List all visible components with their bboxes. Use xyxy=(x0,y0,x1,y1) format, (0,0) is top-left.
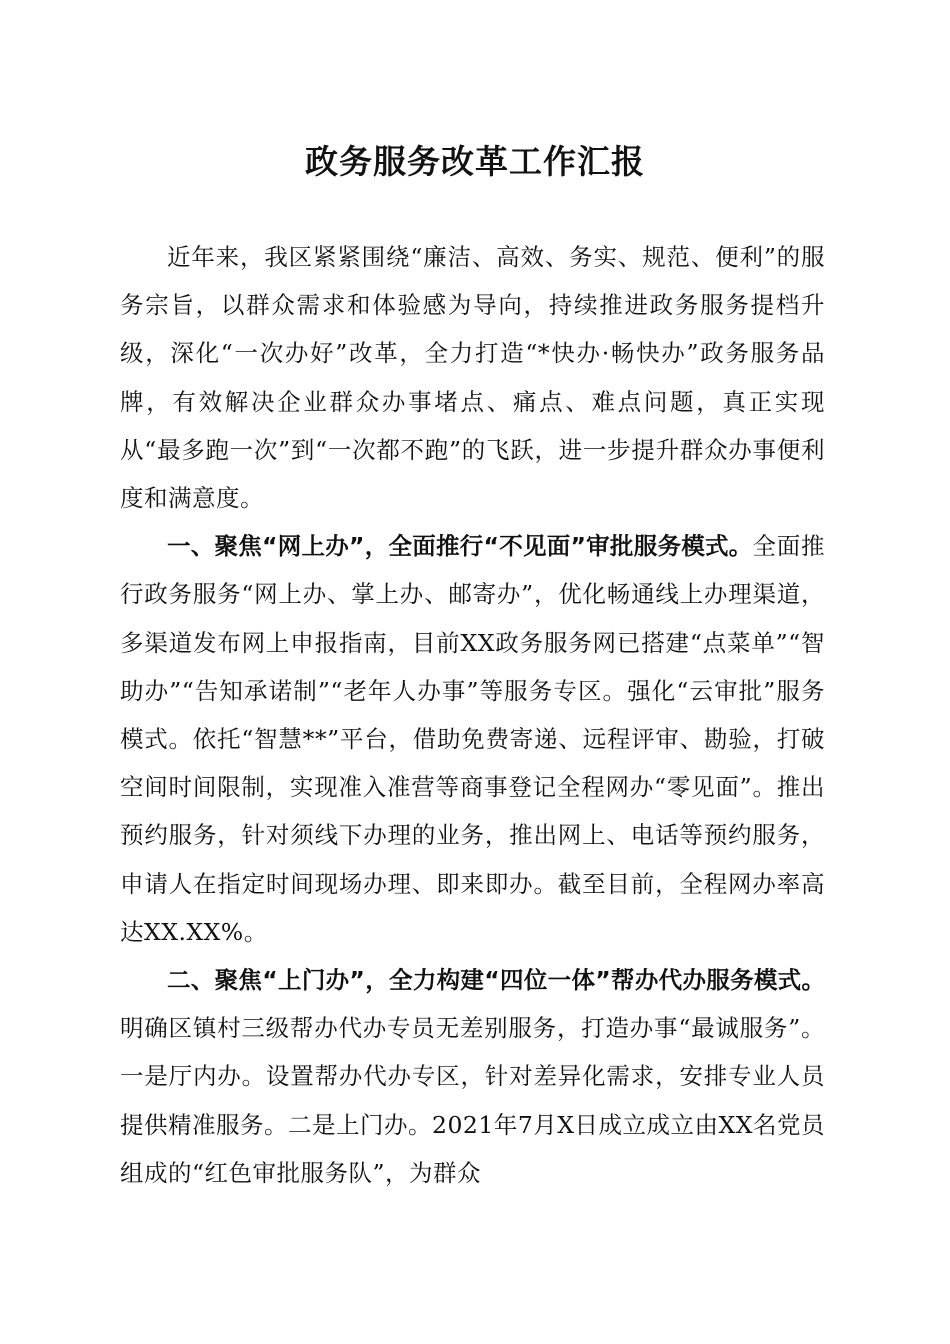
section-1-heading: 一、聚焦“网上办”，全面推行“不见面”审批服务模式。 xyxy=(167,532,753,561)
section-2-paragraph xyxy=(120,956,825,1197)
document-body xyxy=(120,233,825,1197)
section-1-paragraph xyxy=(120,522,825,956)
intro-paragraph: 近年来，我区紧紧围绕“廉洁、高效、务实、规范、便利”的服务宗旨，以群众需求和体验感为导向，持续推进政务服务提档升级，深化“一次办好”改革，全力打造“*快办·畅快办”政务服务品牌，有效解决企业群众办事堵点、痛点、难点问题，真正实现从“最多跑一次”到“一次都不跑”的飞跃，进一步提升群众办事便利度和满意度。 xyxy=(120,243,825,513)
section-1-body: 全面推行政务服务“网上办、掌上办、邮寄办”，优化畅通线上办理渠道，多渠道发布网上申报指南，目前XX政务服务网已搭建“点菜单”“智助办”“告知承诺制”“老年人办事”等服务专区。强化“云审批”服务模式。依托“智慧**”平台，借助免费寄递、远程评审、勘验，打破空间时间限制，实现准入准营等商事登记全程网办“零见面”。推出预约服务，针对须线下办理的业务，推出网上、电话等预约服务，申请人在指定时间现场办理、即来即办。截至目前，全程网办率高达XX.XX%。 xyxy=(120,532,825,946)
section-2-body: 明确区镇村三级帮办代办专员无差别服务，打造办事“最诚服务”。一是厅内办。设置帮办代办专区，针对差异化需求，安排专业人员提供精准服务。二是上门办。2021年7月X日成立成立由XX名党员组成的“红色审批服务队”，为群众 xyxy=(120,1014,825,1187)
document-title: 政务服务改革工作汇报 xyxy=(305,142,645,181)
section-2-heading: 二、聚焦“上门办”，全力构建“四位一体”帮办代办服务模式。 xyxy=(167,966,825,995)
